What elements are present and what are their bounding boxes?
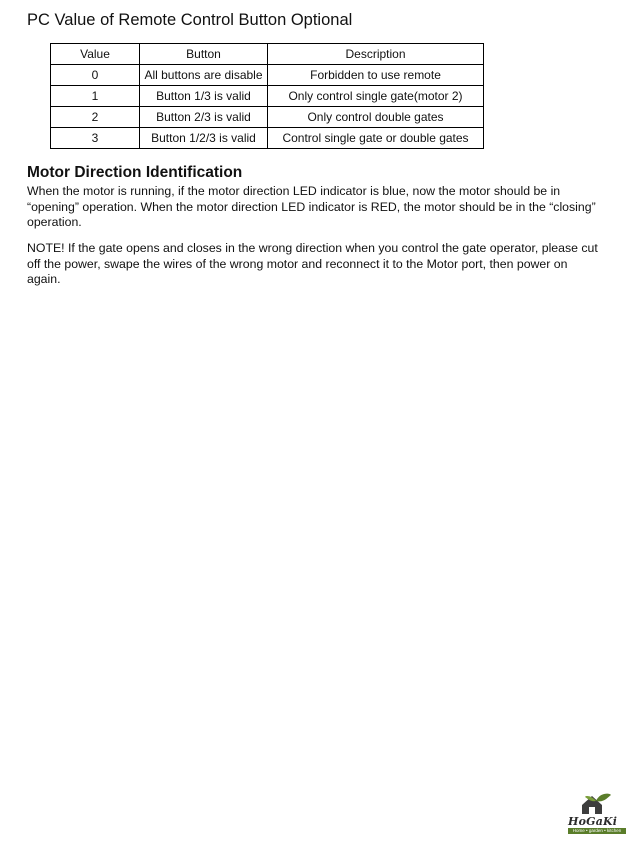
cell-button: All buttons are disable xyxy=(140,65,268,86)
cell-description: Control single gate or double gates xyxy=(268,128,484,149)
column-header-description: Description xyxy=(268,44,484,65)
cell-value: 2 xyxy=(51,107,140,128)
column-header-value: Value xyxy=(51,44,140,65)
table-row xyxy=(51,128,484,149)
note-paragraph: NOTE! If the gate opens and closes in the wrong direction when you control the gate operator, please cut off the power, swape the wires of the wrong motor and reconnect it to the Motor port, then power on again. xyxy=(27,241,598,286)
cell-value: 1 xyxy=(51,86,140,107)
brand-logo xyxy=(566,791,628,835)
brand-tagline: Home • garden • kitchen xyxy=(568,828,626,834)
cell-value: 0 xyxy=(51,65,140,86)
cell-description: Forbidden to use remote xyxy=(268,65,484,86)
table-row xyxy=(51,107,484,128)
table-row xyxy=(51,86,484,107)
motor-direction-paragraph: When the motor is running, if the motor direction LED indicator is blue, now the motor should be in “opening” operation. When the motor direction LED indicator is RED, the motor should be in the “closing” operation. xyxy=(27,184,596,229)
brand-name: HoGaKi xyxy=(568,815,618,828)
section-heading: Motor Direction Identification xyxy=(27,164,243,181)
cell-description: Only control double gates xyxy=(268,107,484,128)
cell-button: Button 1/3 is valid xyxy=(140,86,268,107)
page-title: PC Value of Remote Control Button Optional xyxy=(27,11,353,29)
remote-button-table xyxy=(50,43,484,149)
cell-button: Button 2/3 is valid xyxy=(140,107,268,128)
cell-button: Button 1/2/3 is valid xyxy=(140,128,268,149)
cell-value: 3 xyxy=(51,128,140,149)
column-header-button: Button xyxy=(140,44,268,65)
table-header-row xyxy=(51,44,484,65)
cell-description: Only control single gate(motor 2) xyxy=(268,86,484,107)
house-leaf-icon xyxy=(578,791,612,815)
table-row xyxy=(51,65,484,86)
